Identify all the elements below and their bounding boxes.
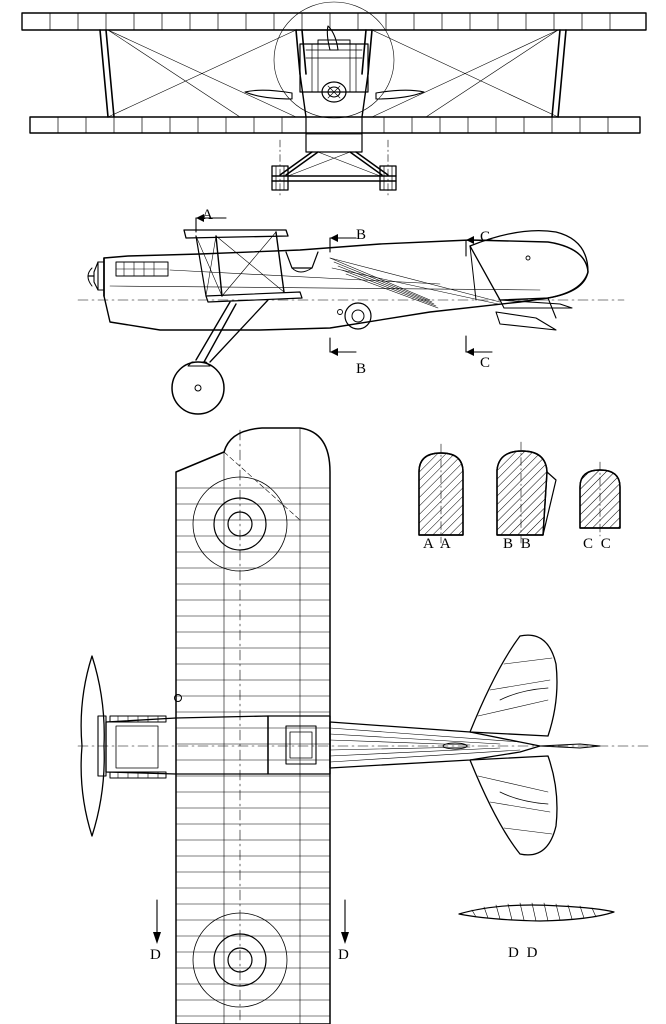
section-label-cc: C C [583, 536, 613, 552]
front-elevation-view [22, 2, 646, 198]
callout-b-top: B [356, 227, 367, 243]
section-callout-arrows [196, 214, 492, 356]
callout-d-left: D [150, 947, 162, 963]
callout-d-right: D [338, 947, 350, 963]
plan-section-arrows-dd [153, 900, 349, 944]
callout-c-top: C [480, 229, 491, 245]
airfoil-section-dd [459, 903, 614, 921]
fuselage-section-cc [576, 462, 626, 536]
section-label-aa: A A [423, 536, 453, 552]
callout-c-bottom: C [480, 355, 491, 371]
section-label-dd: D D [508, 945, 540, 961]
side-elevation-view [78, 227, 624, 414]
section-label-bb: B B [503, 536, 533, 552]
callout-a-top: A [202, 207, 214, 223]
fuselage-section-bb [493, 442, 556, 543]
fuselage-section-aa [415, 444, 470, 543]
plan-view [78, 428, 648, 1024]
callout-b-bottom: B [356, 361, 367, 377]
